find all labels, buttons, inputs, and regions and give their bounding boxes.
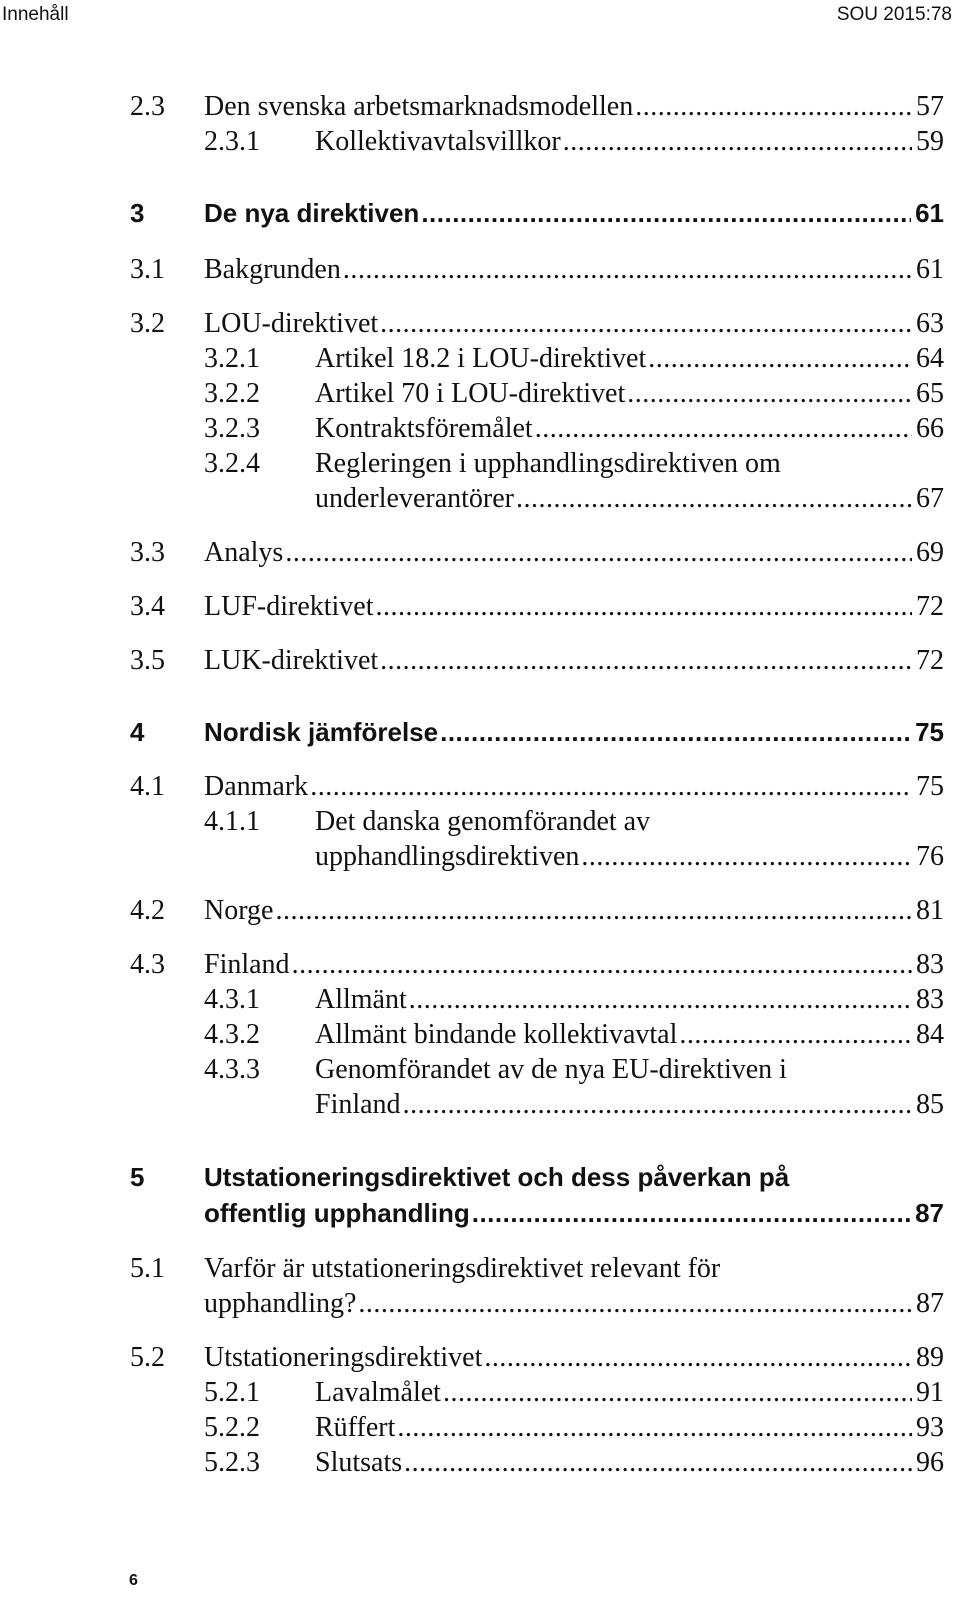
toc-entry-number: 3.1 — [130, 254, 165, 285]
toc-entry-number: 2.3.1 — [204, 126, 260, 157]
toc-entry[interactable] — [0, 806, 960, 876]
toc-entry-title: Allmänt — [315, 984, 407, 1015]
dot-leader — [275, 895, 912, 927]
toc-entry[interactable] — [0, 984, 960, 1018]
dot-leader — [443, 1377, 912, 1409]
toc-entry-title-line1: Varför är utstationeringsdirektivet relevant för — [204, 1253, 721, 1284]
dot-leader — [440, 717, 911, 748]
toc-entry-page: 59 — [916, 126, 944, 157]
toc-entry-number: 3.4 — [130, 591, 165, 622]
toc-entry-number: 3.5 — [130, 645, 165, 676]
toc-entry-page: 75 — [916, 771, 944, 802]
toc-entry[interactable] — [0, 591, 960, 625]
dot-leader — [409, 984, 912, 1016]
dot-leader — [648, 343, 912, 375]
toc-entry[interactable] — [0, 1019, 960, 1053]
toc-entry-title-line1: Utstationeringsdirektivet och dess påverkan på — [204, 1162, 790, 1192]
toc-entry-title-line1: Det danska genomförandet av — [315, 806, 651, 837]
dot-leader — [376, 591, 912, 623]
toc-entry-page: 85 — [916, 1089, 944, 1120]
toc-entry[interactable] — [0, 1342, 960, 1376]
toc-entry-page: 84 — [916, 1019, 944, 1050]
toc-entry-number: 5 — [130, 1162, 145, 1192]
toc-entry-title: Artikel 18.2 i LOU-direktivet — [315, 343, 647, 374]
toc-entry-page: 87 — [916, 1288, 944, 1319]
toc-entry-page: 65 — [916, 378, 944, 409]
toc-entry-page: 61 — [915, 198, 944, 228]
toc-entry-title: Lavalmålet — [315, 1377, 441, 1408]
toc-entry-title: Rüffert — [315, 1412, 396, 1443]
toc-entry[interactable] — [0, 378, 960, 412]
toc-entry-page: 76 — [916, 841, 944, 872]
toc-entry-page: 91 — [916, 1377, 944, 1408]
toc-entry-title: Slutsats — [315, 1447, 403, 1478]
toc-entry-title: Kontraktsföremålet — [315, 413, 533, 444]
toc-entry-number: 5.1 — [130, 1253, 165, 1284]
toc-entry[interactable] — [0, 771, 960, 805]
toc-entry-title: underleverantörer — [315, 483, 514, 514]
toc-entry-page: 87 — [915, 1198, 944, 1228]
toc-chapter-entry[interactable] — [0, 717, 960, 751]
toc-entry-number: 3.3 — [130, 537, 165, 568]
toc-entry-title: Den svenska arbetsmarknadsmodellen — [204, 91, 634, 122]
dot-leader — [380, 308, 912, 340]
dot-leader — [679, 1019, 912, 1051]
toc-entry[interactable] — [0, 537, 960, 571]
toc-chapter-entry[interactable] — [0, 198, 960, 232]
toc-entry-title: Finland — [204, 949, 290, 980]
toc-entry-title: upphandlingsdirektiven — [315, 841, 580, 872]
dot-leader — [404, 1447, 912, 1479]
dot-leader — [310, 771, 912, 803]
toc-entry-title: Allmänt bindande kollektivavtal — [315, 1019, 678, 1050]
toc-entry-number: 3 — [130, 198, 145, 228]
header-section-title: Innehåll — [2, 4, 69, 25]
toc-entry[interactable] — [0, 1377, 960, 1411]
toc-entry-number: 2.3 — [130, 91, 165, 122]
toc-entry-title-line1: Regleringen i upphandlingsdirektiven om — [315, 448, 781, 479]
toc-entry-number: 3.2.1 — [204, 343, 260, 374]
toc-entry-number: 5.2.1 — [204, 1377, 260, 1408]
toc-entry[interactable] — [0, 126, 960, 160]
toc-entry[interactable] — [0, 448, 960, 518]
toc-entry-number: 3.2.3 — [204, 413, 260, 444]
dot-leader — [516, 483, 912, 515]
toc-entry[interactable] — [0, 949, 960, 983]
toc-entry-page: 69 — [916, 537, 944, 568]
toc-entry-number: 3.2.4 — [204, 448, 260, 479]
toc-entry[interactable] — [0, 1447, 960, 1481]
toc-entry-title: LUK-direktivet — [204, 645, 379, 676]
toc-entry-page: 72 — [916, 645, 944, 676]
toc-entry[interactable] — [0, 1253, 960, 1323]
toc-entry-title: upphandling? — [204, 1288, 357, 1319]
dot-leader — [380, 645, 912, 677]
toc-entry[interactable] — [0, 1412, 960, 1446]
toc-entry-page: 67 — [916, 483, 944, 514]
header-report-id: SOU 2015:78 — [836, 4, 952, 25]
toc-entry[interactable] — [0, 645, 960, 679]
toc-entry-page: 66 — [916, 413, 944, 444]
toc-entry[interactable] — [0, 1054, 960, 1124]
running-header — [0, 0, 960, 30]
toc-entry-title: Artikel 70 i LOU-direktivet — [315, 378, 626, 409]
toc-entry-title: Danmark — [204, 771, 309, 802]
dot-leader — [535, 413, 912, 445]
toc-entry-title: De nya direktiven — [204, 198, 420, 228]
toc-entry-page: 63 — [916, 308, 944, 339]
page-number: 6 — [129, 1572, 138, 1589]
dot-leader — [343, 254, 912, 286]
toc-entry[interactable] — [0, 413, 960, 447]
dot-leader — [484, 1342, 912, 1374]
toc-entry[interactable] — [0, 308, 960, 342]
toc-entry-number: 4.3 — [130, 949, 165, 980]
toc-entry-number: 4.1 — [130, 771, 165, 802]
toc-entry-page: 83 — [916, 984, 944, 1015]
toc-entry-page: 72 — [916, 591, 944, 622]
toc-entry-number: 4.1.1 — [204, 806, 260, 837]
toc-entry[interactable] — [0, 343, 960, 377]
toc-entry-title-line1: Genomförandet av de nya EU-direktiven i — [315, 1054, 787, 1085]
toc-entry-page: 57 — [916, 91, 944, 122]
toc-entry-title: Kollektivavtalsvillkor — [315, 126, 561, 157]
toc-entry-number: 4.3.1 — [204, 984, 260, 1015]
toc-entry-page: 96 — [916, 1447, 944, 1478]
dot-leader — [563, 126, 912, 158]
toc-entry-number: 4 — [130, 717, 145, 747]
toc-entry-page: 89 — [916, 1342, 944, 1373]
toc-entry-number: 4.3.2 — [204, 1019, 260, 1050]
toc-entry[interactable] — [0, 91, 960, 125]
toc-entry[interactable] — [0, 895, 960, 929]
toc-entry-number: 5.2.2 — [204, 1412, 260, 1443]
toc-entry-title: Finland — [315, 1089, 401, 1120]
toc-entry-title: Utstationeringsdirektivet — [204, 1342, 483, 1373]
toc-entry[interactable] — [0, 254, 960, 288]
dot-leader — [627, 378, 912, 410]
toc-entry-number: 4.3.3 — [204, 1054, 260, 1085]
dot-leader — [581, 841, 912, 873]
toc-entry-page: 75 — [915, 717, 944, 747]
toc-entry-title: LUF-direktivet — [204, 591, 374, 622]
toc-entry-number: 3.2.2 — [204, 378, 260, 409]
toc-entry-number: 4.2 — [130, 895, 165, 926]
toc-entry-title: LOU-direktivet — [204, 308, 379, 339]
toc-entry-page: 64 — [916, 343, 944, 374]
toc-entry-number: 5.2 — [130, 1342, 165, 1373]
dot-leader — [403, 1089, 912, 1121]
toc-entry-title: Analys — [204, 537, 284, 568]
toc-entry-number: 5.2.3 — [204, 1447, 260, 1478]
toc-entry-title: Norge — [204, 895, 274, 926]
toc-entry-page: 61 — [916, 254, 944, 285]
toc-entry-page: 93 — [916, 1412, 944, 1443]
toc-chapter-entry[interactable] — [0, 1162, 960, 1232]
toc-entry-title: offentlig upphandling — [204, 1198, 470, 1228]
toc-entry-number: 3.2 — [130, 308, 165, 339]
toc-entry-title: Nordisk jämförelse — [204, 717, 439, 747]
dot-leader — [472, 1198, 911, 1229]
dot-leader — [397, 1412, 912, 1444]
toc-entry-page: 83 — [916, 949, 944, 980]
dot-leader — [421, 198, 911, 229]
toc-entry-page: 81 — [916, 895, 944, 926]
dot-leader — [292, 949, 912, 981]
dot-leader — [285, 537, 912, 569]
toc-entry-title: Bakgrunden — [204, 254, 341, 285]
dot-leader — [635, 91, 912, 123]
dot-leader — [358, 1288, 912, 1320]
